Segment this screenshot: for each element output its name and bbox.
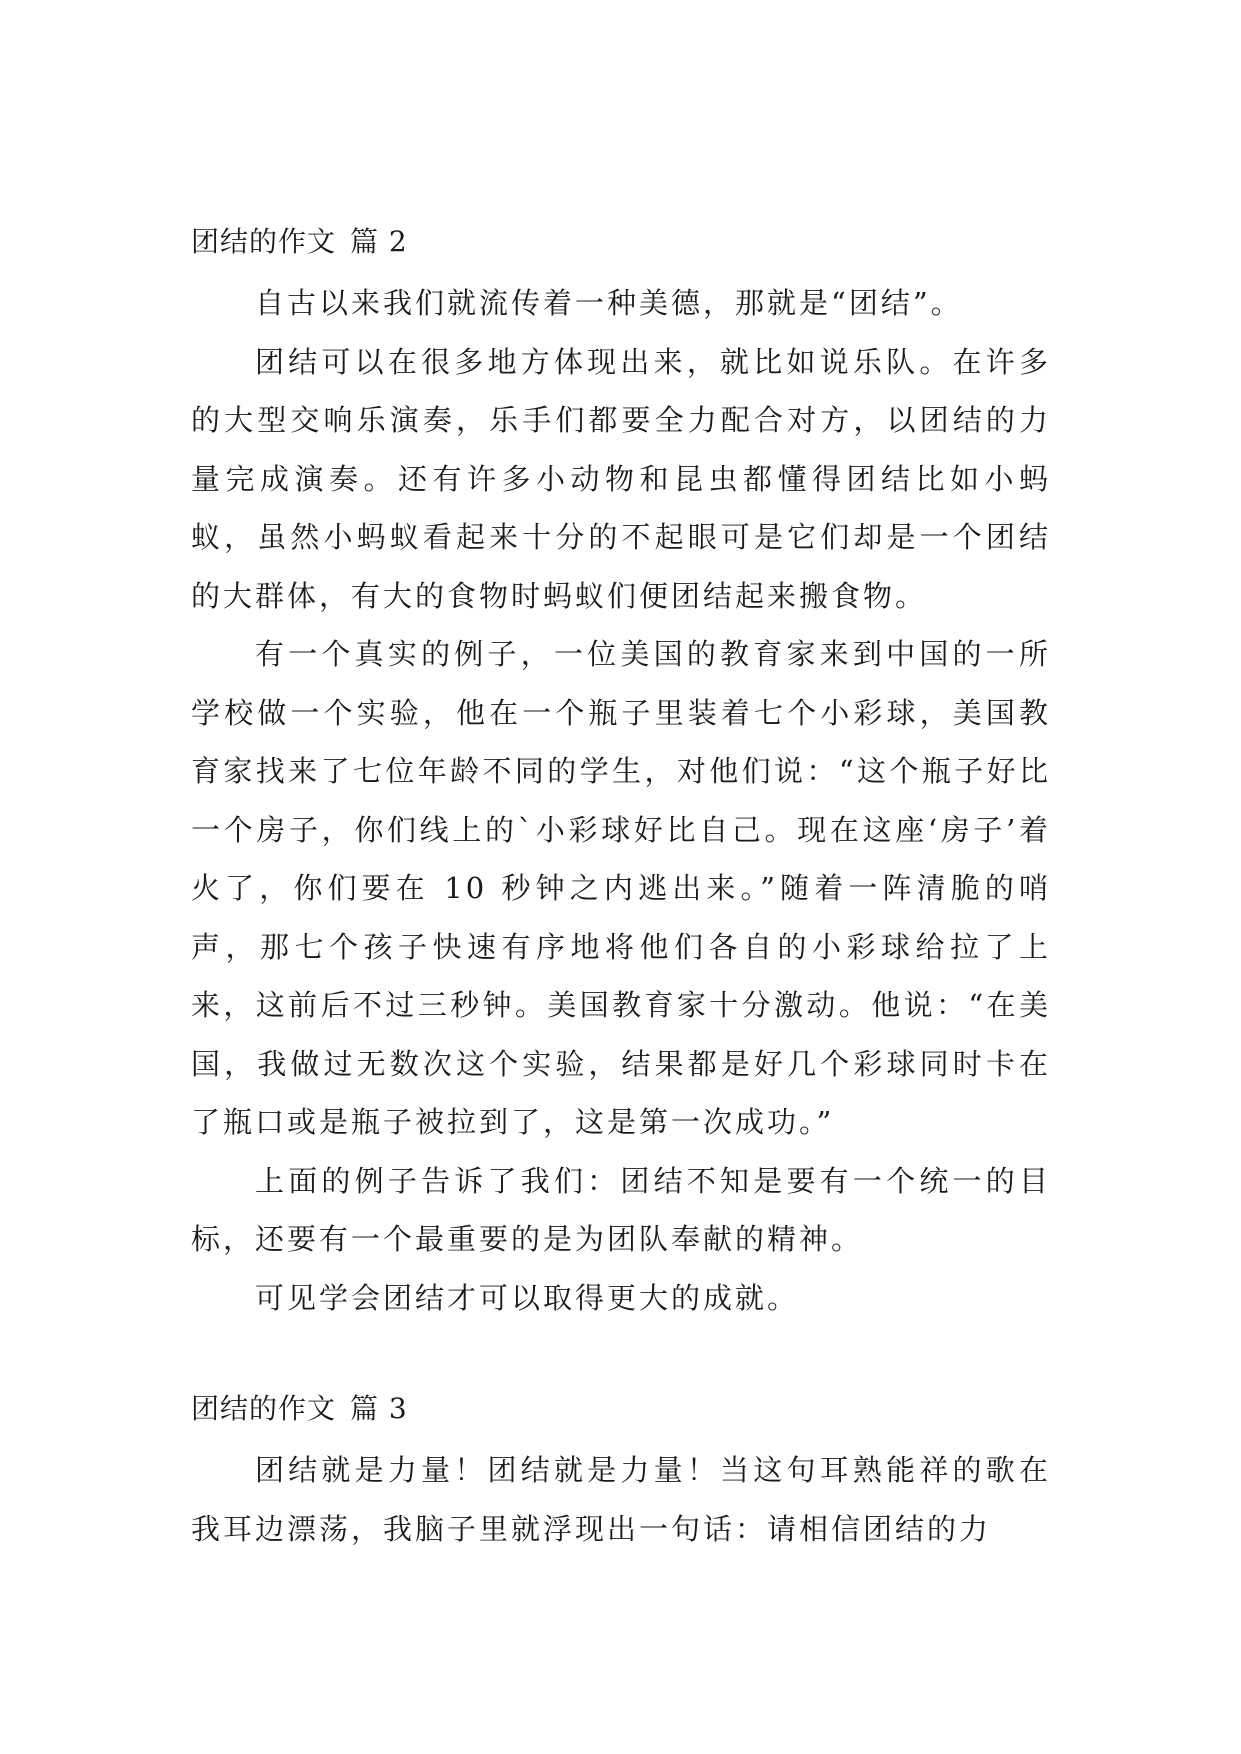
paragraph: 团结可以在很多地方体现出来，就比如说乐队。在许多的大型交响乐演奏，乐手们都要全力配合对方，以团结的力量完成演奏。还有许多小动物和昆虫都懂得团结比如小蚂蚁，虽然小蚂蚁看起来十分的不起眼可是它们却是一个团结的大群体，有大的食物时蚂蚁们便团结起来搬食物。 <box>191 344 1051 613</box>
paragraph: 上面的例子告诉了我们：团结不知是要有一个统一的目标，还要有一个最重要的是为团队奉献的精神。 <box>191 1163 1051 1256</box>
paragraph: 团结就是力量！团结就是力量！当这句耳熟能祥的歌在我耳边漂荡，我脑子里就浮现出一句话：请相信团结的力 <box>191 1453 1051 1546</box>
section-title <box>191 222 1051 262</box>
paragraph: 有一个真实的例子，一位美国的教育家来到中国的一所学校做一个实验，他在一个瓶子里装着七个小彩球，美国教育家找来了七位年龄不同的学生，对他们说：“这个瓶子好比一个房子，你们线上的`小彩球好比自己。现在这座‘房子’着火了，你们要在 10 秒钟之内逃出来。”随着一阵清脆的哨声，那七个孩子快速有序地将他们各自的小彩球给拉了上来，这前后不过三秒钟。美国教育家十分激动。他说：“在美国，我做过无数次这个实验，结果都是好几个彩球同时卡在了瓶口或是瓶子被拉到了，这是第一次成功。” <box>191 637 1051 1139</box>
essay-section-3 <box>191 1389 1051 1558</box>
section-number: 篇 2 <box>350 225 408 258</box>
section-body <box>191 274 1051 1327</box>
section-title-text: 团结的作文 <box>191 225 337 258</box>
essay-section-2 <box>191 222 1051 1327</box>
section-body <box>191 1441 1051 1558</box>
section-title <box>191 1389 1051 1429</box>
paragraph: 可见学会团结才可以取得更大的成就。 <box>255 1280 800 1315</box>
section-number: 篇 3 <box>350 1392 408 1425</box>
paragraph: 自古以来我们就流传着一种美德，那就是“团结”。 <box>255 286 963 320</box>
section-title-text: 团结的作文 <box>191 1392 337 1425</box>
